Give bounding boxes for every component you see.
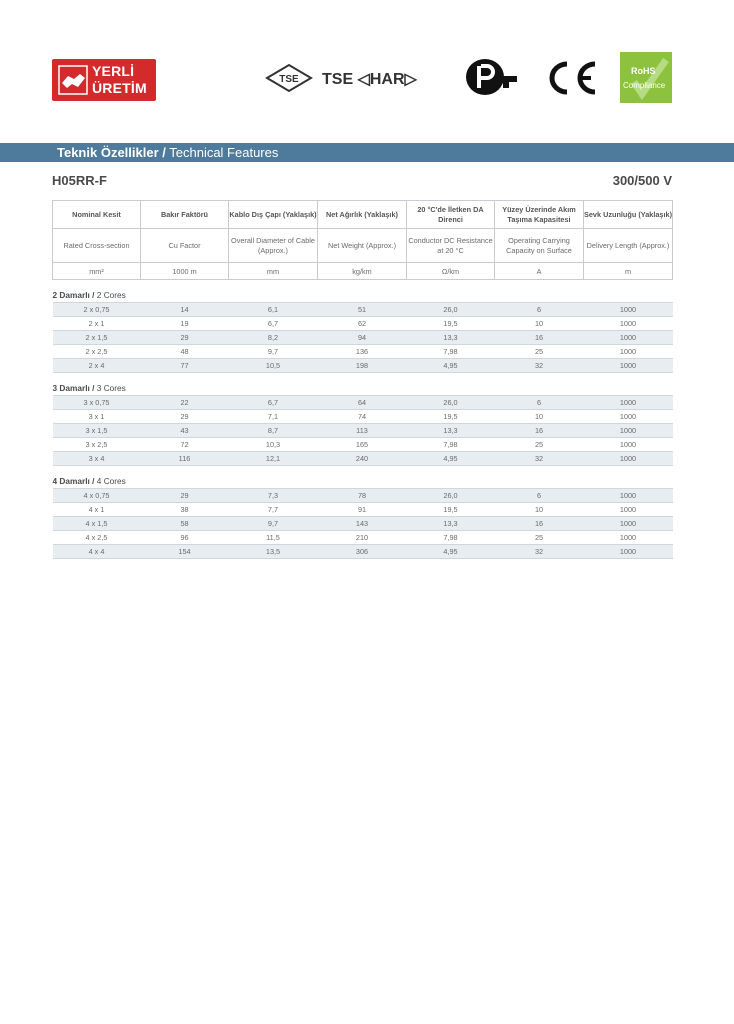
group-heading-en: 2 Cores (94, 290, 126, 300)
table-row-cell: 29 (141, 410, 229, 424)
table-row-cell: 1000 (584, 424, 673, 438)
table-row-cell: 7,98 (407, 531, 495, 545)
yerli-text: YERLİ (92, 63, 135, 79)
group-heading-tr: 3 Damarlı / (52, 383, 95, 393)
table-body (53, 201, 673, 559)
product-code: H05RR-F (52, 173, 107, 188)
table-row-cell: 1000 (584, 545, 673, 559)
units-row-cell: A (495, 263, 584, 280)
table-row-cell: 4 x 4 (53, 545, 141, 559)
table-row-cell: 29 (141, 489, 229, 503)
table-row-cell: 113 (318, 424, 407, 438)
table-row-cell: 19,5 (407, 410, 495, 424)
section-title-tr: Teknik Özellikler / (57, 145, 166, 160)
table-row-cell: 6 (495, 396, 584, 410)
table-row-cell: 4 x 2,5 (53, 531, 141, 545)
table-row-cell: 12,1 (229, 452, 318, 466)
table-row-cell: 29 (141, 331, 229, 345)
header-row-tr-cell: 20 °C'de İletken DA Direnci (407, 201, 495, 229)
table-row-cell: 10 (495, 503, 584, 517)
table-row (53, 396, 673, 410)
handshake-icon (58, 65, 88, 95)
table-row-cell: 10,5 (229, 359, 318, 373)
table-row-cell: 198 (318, 359, 407, 373)
table-row-cell: 1000 (584, 345, 673, 359)
header-row-en-cell: Operating Carrying Capacity on Surface (495, 229, 584, 263)
group-heading-tr: 2 Damarlı / (52, 290, 95, 300)
group-heading-row (53, 466, 673, 489)
table-row-cell: 6 (495, 489, 584, 503)
table-row-cell: 19,5 (407, 317, 495, 331)
section-header-bar (0, 143, 734, 162)
table-row-cell: 1000 (584, 396, 673, 410)
table-row-cell: 6 (495, 303, 584, 317)
table-row-cell: 2 x 1 (53, 317, 141, 331)
table-row-cell: 51 (318, 303, 407, 317)
table-row-cell: 94 (318, 331, 407, 345)
section-title-en: Technical Features (165, 145, 279, 160)
group-heading-en: 4 Cores (94, 476, 126, 486)
table-row-cell: 32 (495, 359, 584, 373)
table-row-cell: 16 (495, 331, 584, 345)
header-row-en-cell: Cu Factor (141, 229, 229, 263)
table-row-cell: 7,3 (229, 489, 318, 503)
table-row-cell: 6,1 (229, 303, 318, 317)
table-row-cell: 1000 (584, 531, 673, 545)
table-row-cell: 26,0 (407, 489, 495, 503)
table-row-cell: 13,3 (407, 517, 495, 531)
table-row-cell: 1000 (584, 331, 673, 345)
table-row-cell: 116 (141, 452, 229, 466)
table-row-cell: 7,98 (407, 345, 495, 359)
yerli-uretim-text (92, 63, 147, 97)
header-row-tr-cell: Bakır Faktörü (141, 201, 229, 229)
table-row (53, 331, 673, 345)
table-row-cell: 7,98 (407, 438, 495, 452)
table-row-cell: 13,3 (407, 331, 495, 345)
rohs-text: RoHS (631, 66, 656, 76)
table-row (53, 303, 673, 317)
tse-har-logo (265, 63, 440, 93)
table-row-cell: 32 (495, 452, 584, 466)
table-row (53, 545, 673, 559)
table-row (53, 359, 673, 373)
group-heading-tr: 4 Damarlı / (52, 476, 95, 486)
table-row-cell: 8,2 (229, 331, 318, 345)
table-row-cell: 2 x 2,5 (53, 345, 141, 359)
table-row-cell: 25 (495, 345, 584, 359)
header-row-en (53, 229, 673, 263)
group-heading (53, 280, 673, 303)
table-row-cell: 4 x 1,5 (53, 517, 141, 531)
table-row-cell: 91 (318, 503, 407, 517)
uretim-text: ÜRETİM (92, 80, 147, 96)
header-row-tr-cell: Nominal Kesit (53, 201, 141, 229)
table-row-cell: 2 x 1,5 (53, 331, 141, 345)
table-row-cell: 165 (318, 438, 407, 452)
table-row-cell: 7,7 (229, 503, 318, 517)
table-row-cell: 32 (495, 545, 584, 559)
table-row-cell: 306 (318, 545, 407, 559)
table-row (53, 410, 673, 424)
table-row-cell: 210 (318, 531, 407, 545)
units-row-cell: m (584, 263, 673, 280)
pct-certification-logo (465, 58, 521, 96)
table-row-cell: 19,5 (407, 503, 495, 517)
header-row-tr-cell: Net Ağırlık (Yaklaşık) (318, 201, 407, 229)
table-row-cell: 2 x 0,75 (53, 303, 141, 317)
group-heading-row (53, 373, 673, 396)
table-row-cell: 4,95 (407, 359, 495, 373)
technical-features-table (52, 200, 673, 559)
rohs-compliance-logo (620, 52, 672, 103)
table-row-cell: 72 (141, 438, 229, 452)
header-row-tr-cell: Sevk Uzunluğu (Yaklaşık) (584, 201, 673, 229)
table-row (53, 489, 673, 503)
table-row (53, 438, 673, 452)
table-row-cell: 9,7 (229, 517, 318, 531)
table-row-cell: 43 (141, 424, 229, 438)
group-heading (53, 466, 673, 489)
table-row-cell: 10,3 (229, 438, 318, 452)
voltage-rating: 300/500 V (612, 173, 672, 188)
table-row (53, 452, 673, 466)
table-row-cell: 13,3 (407, 424, 495, 438)
table-row-cell: 2 x 4 (53, 359, 141, 373)
table-row-cell: 74 (318, 410, 407, 424)
table-row-cell: 48 (141, 345, 229, 359)
table-row (53, 424, 673, 438)
table-row-cell: 78 (318, 489, 407, 503)
table-row-cell: 96 (141, 531, 229, 545)
table-row-cell: 22 (141, 396, 229, 410)
table-row-cell: 62 (318, 317, 407, 331)
ce-mark-logo (543, 60, 599, 96)
group-heading-row (53, 280, 673, 303)
table-row-cell: 58 (141, 517, 229, 531)
table-row (53, 503, 673, 517)
table-row-cell: 143 (318, 517, 407, 531)
table-row-cell: 3 x 1 (53, 410, 141, 424)
table-row-cell: 13,5 (229, 545, 318, 559)
units-row-cell: kg/km (318, 263, 407, 280)
table-row (53, 345, 673, 359)
section-title (57, 143, 278, 162)
table-row-cell: 1000 (584, 359, 673, 373)
table-row-cell: 10 (495, 410, 584, 424)
table-row (53, 517, 673, 531)
table-row-cell: 6,7 (229, 317, 318, 331)
table-row-cell: 3 x 2,5 (53, 438, 141, 452)
checkmark-icon (620, 52, 672, 103)
table-row-cell: 25 (495, 531, 584, 545)
units-row-cell: mm (229, 263, 318, 280)
table-row-cell: 240 (318, 452, 407, 466)
table-row-cell: 7,1 (229, 410, 318, 424)
table-row-cell: 6,7 (229, 396, 318, 410)
table-row-cell: 3 x 0,75 (53, 396, 141, 410)
group-heading (53, 373, 673, 396)
table-row-cell: 1000 (584, 452, 673, 466)
table-row-cell: 1000 (584, 317, 673, 331)
table-row-cell: 19 (141, 317, 229, 331)
table-row-cell: 1000 (584, 503, 673, 517)
units-row (53, 263, 673, 280)
table-row-cell: 4,95 (407, 545, 495, 559)
units-row-cell: mm² (53, 263, 141, 280)
table-row-cell: 1000 (584, 517, 673, 531)
table-row-cell: 77 (141, 359, 229, 373)
table-row-cell: 1000 (584, 489, 673, 503)
table-row-cell: 4,95 (407, 452, 495, 466)
table-row-cell: 8,7 (229, 424, 318, 438)
table-row-cell: 16 (495, 424, 584, 438)
table-row-cell: 25 (495, 438, 584, 452)
table-row-cell: 14 (141, 303, 229, 317)
table-row-cell: 10 (495, 317, 584, 331)
header-row-en-cell: Conductor DC Resistance at 20 °C (407, 229, 495, 263)
header-row-tr-cell: Kablo Dış Çapı (Yaklaşık) (229, 201, 318, 229)
table-row-cell: 4 x 1 (53, 503, 141, 517)
yerli-uretim-logo (52, 59, 156, 101)
header-row-en-cell: Net Weight (Approx.) (318, 229, 407, 263)
header-row-en-cell: Overall Diameter of Cable (Approx.) (229, 229, 318, 263)
table-row-cell: 3 x 4 (53, 452, 141, 466)
table-row-cell: 1000 (584, 410, 673, 424)
table-row-cell: 154 (141, 545, 229, 559)
table-row-cell: 4 x 0,75 (53, 489, 141, 503)
header-row-tr-cell: Yüzey Üzerinde Akım Taşıma Kapasitesi (495, 201, 584, 229)
table-row-cell: 136 (318, 345, 407, 359)
table-row-cell: 3 x 1,5 (53, 424, 141, 438)
table-row (53, 317, 673, 331)
units-row-cell: 1000 m (141, 263, 229, 280)
table-row-cell: 38 (141, 503, 229, 517)
units-row-cell: Ω/km (407, 263, 495, 280)
tse-har-text: TSE ◁HAR▷ (322, 71, 417, 88)
compliance-text: Compliance (623, 81, 666, 90)
group-heading-en: 3 Cores (94, 383, 126, 393)
table-row-cell: 64 (318, 396, 407, 410)
table-row-cell: 26,0 (407, 396, 495, 410)
header-row-en-cell: Rated Cross-section (53, 229, 141, 263)
table-row-cell: 1000 (584, 438, 673, 452)
svg-text:TSE: TSE (279, 74, 299, 85)
table-row-cell: 16 (495, 517, 584, 531)
header-row-en-cell: Delivery Length (Approx.) (584, 229, 673, 263)
table-row-cell: 9,7 (229, 345, 318, 359)
header-row-tr (53, 201, 673, 229)
table-row (53, 531, 673, 545)
table-row-cell: 1000 (584, 303, 673, 317)
table-row-cell: 11,5 (229, 531, 318, 545)
table-row-cell: 26,0 (407, 303, 495, 317)
